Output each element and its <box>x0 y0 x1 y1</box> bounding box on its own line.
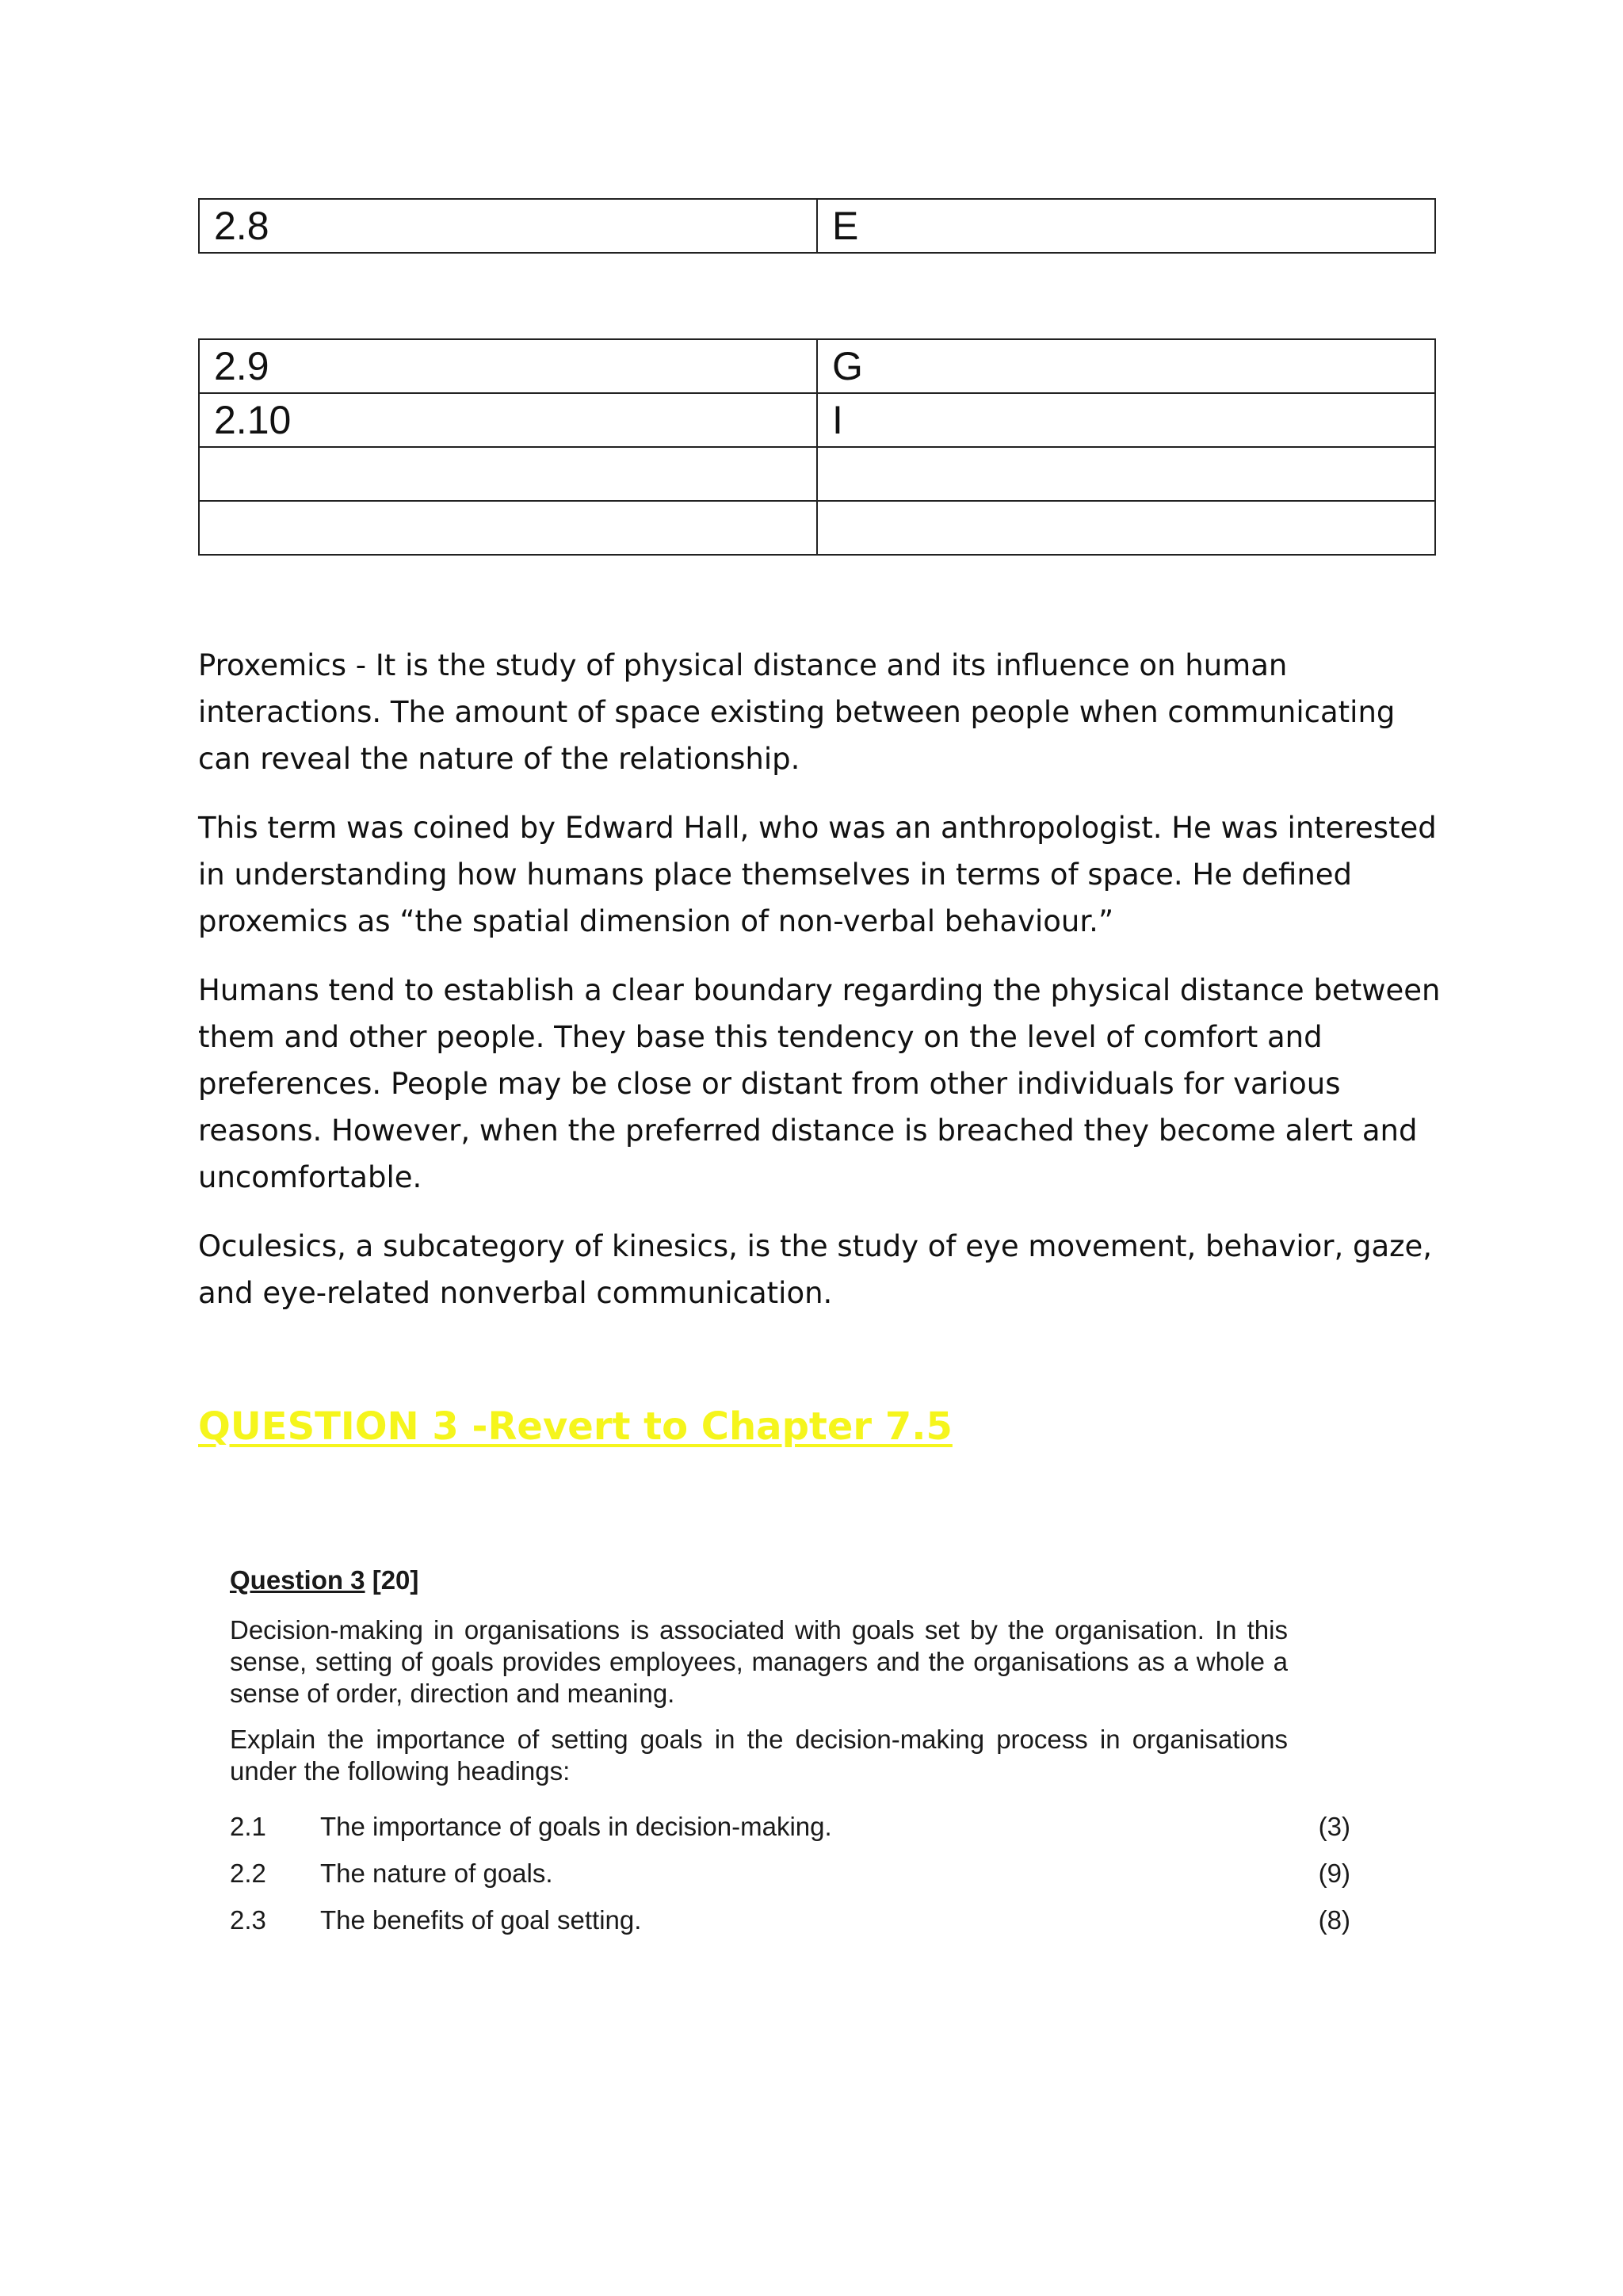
item-text: The importance of goals in decision-making. <box>320 1811 832 1841</box>
answer-body-text <box>198 642 1442 1339</box>
table-row <box>199 339 1435 393</box>
question-title-label: Question 3 <box>230 1565 365 1595</box>
item-text: The benefits of goal setting. <box>320 1904 642 1935</box>
item-number: 2.2 <box>230 1858 266 1888</box>
table-cell-question-number: 2.10 <box>199 393 817 447</box>
table-cell-answer: I <box>817 393 1435 447</box>
item-marks: (8) <box>1318 1904 1350 1935</box>
item-marks: (3) <box>1318 1811 1350 1841</box>
item-text: The nature of goals. <box>320 1858 553 1888</box>
table-cell-answer: G <box>817 339 1435 393</box>
item-number: 2.3 <box>230 1904 266 1935</box>
question-3-excerpt <box>230 1565 1355 1943</box>
table-row <box>199 447 1435 501</box>
answer-table-1 <box>198 198 1436 254</box>
table-cell-question-number <box>199 447 817 501</box>
table-row <box>199 199 1435 253</box>
question-items <box>230 1803 1355 1943</box>
answer-table-2 <box>198 338 1436 556</box>
list-item <box>230 1803 1355 1850</box>
table-cell-question-number <box>199 501 817 555</box>
table-row <box>199 501 1435 555</box>
question-total-marks: [20] <box>365 1565 419 1595</box>
table-cell-answer <box>817 447 1435 501</box>
table-row <box>199 393 1435 447</box>
paragraph-edward-hall: This term was coined by Edward Hall, who was an anthropologist. He was interested in understanding how humans place themselves in terms of space. He defined proxemics as “the spatial dimension of non-verbal behaviour.” <box>198 811 1437 938</box>
table-cell-answer: E <box>817 199 1435 253</box>
question-intro: Decision-making in organisations is associated with goals set by the organisation. In this sense, setting of goals provides employees, managers and the organisations as a whole a sense of order, direction and meaning. <box>230 1615 1288 1708</box>
paragraph-proxemics: Proxemics - It is the study of physical distance and its influence on human interactions. The amount of space existing between people when communicating can reveal the nature of the relationship. <box>198 648 1396 776</box>
item-marks: (9) <box>1318 1858 1350 1888</box>
question-3-heading: QUESTION 3 -Revert to Chapter 7.5 <box>198 1404 953 1449</box>
paragraph-boundaries: Humans tend to establish a clear boundary regarding the physical distance between them and other people. They base this tendency on the level of comfort and preferences. People may be close or distant from other individuals for various reasons. However, when the preferred distance is breached they become alert and uncomfortable. <box>198 973 1441 1194</box>
paragraph-oculesics: Oculesics, a subcategory of kinesics, is the study of eye movement, behavior, gaze, and eye-related nonverbal communication. <box>198 1229 1433 1310</box>
table-cell-question-number: 2.8 <box>199 199 817 253</box>
question-instruction: Explain the importance of setting goals in the decision-making process in organisations under the following headings: <box>230 1725 1288 1786</box>
list-item <box>230 1850 1355 1897</box>
item-number: 2.1 <box>230 1811 266 1841</box>
question-title <box>230 1565 1355 1595</box>
table-cell-answer <box>817 501 1435 555</box>
list-item <box>230 1897 1355 1943</box>
table-cell-question-number: 2.9 <box>199 339 817 393</box>
